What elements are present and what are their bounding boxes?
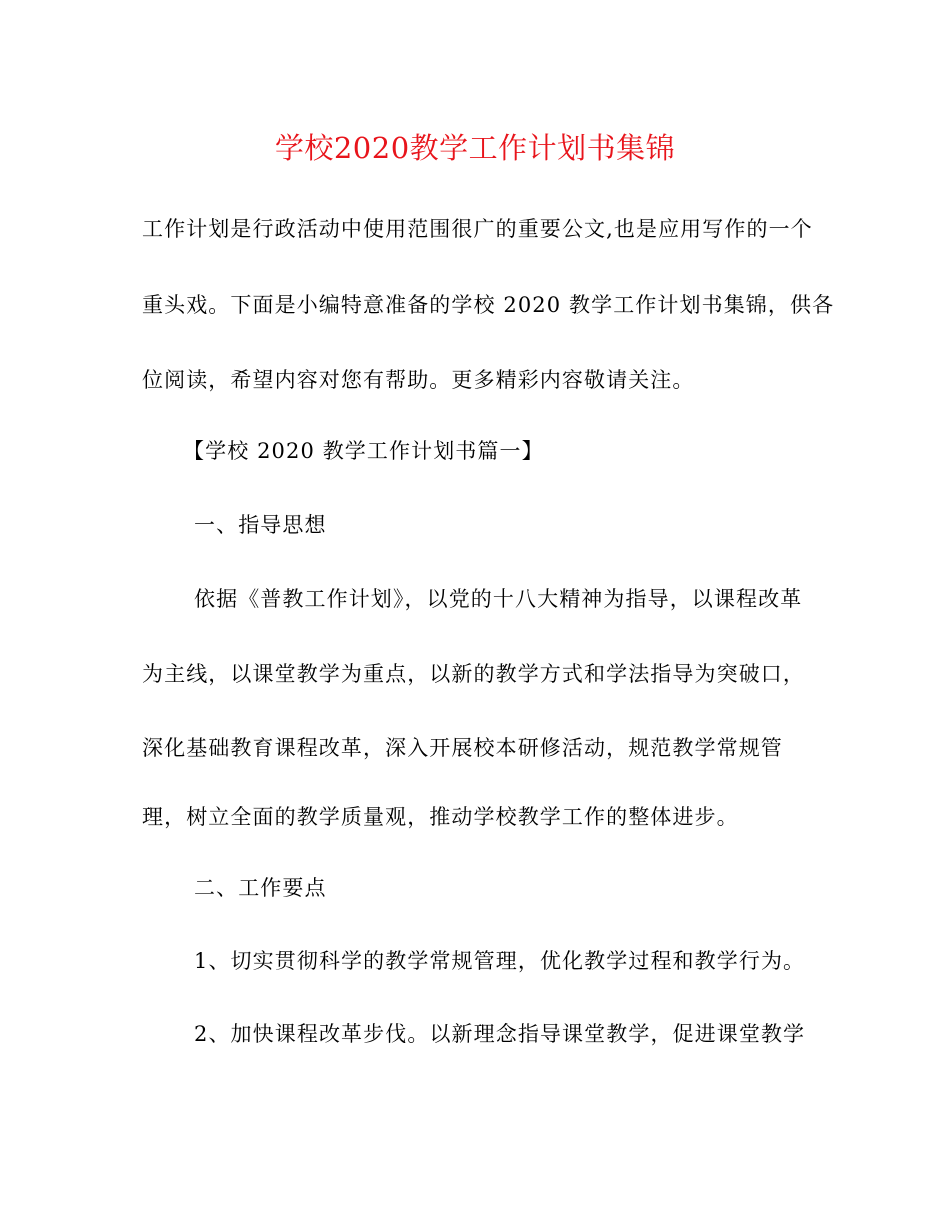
part1-heading: 一、指导思想 [194, 513, 327, 537]
part1-paragraph-line-1: 依据《普教工作计划》，以党的十八大精神为指导，以课程改革 [194, 587, 803, 611]
section-heading: 【学校 2020 教学工作计划书篇一】 [183, 439, 544, 463]
part1-paragraph-line-2: 为主线，以课堂教学为重点，以新的教学方式和学法指导为突破口， [142, 662, 805, 686]
intro-line-3: 位阅读，希望内容对您有帮助。更多精彩内容敬请关注。 [142, 368, 695, 392]
intro-line-2: 重头戏。下面是小编特意准备的学校 2020 教学工作计划书集锦，供各 [142, 293, 835, 317]
part1-paragraph-line-3: 深化基础教育课程改革，深入开展校本研修活动，规范教学常规管 [142, 736, 783, 760]
part1-paragraph-line-4: 理，树立全面的教学质量观，推动学校教学工作的整体进步。 [142, 805, 739, 829]
part2-item-1: 1、切实贯彻科学的教学常规管理，优化教学过程和教学行为。 [194, 949, 806, 973]
intro-line-1: 工作计划是行政活动中使用范围很广的重要公文,也是应用写作的一个 [142, 217, 813, 241]
part2-heading: 二、工作要点 [194, 876, 327, 900]
document-title: 学校2020教学工作计划书集锦 [274, 131, 676, 165]
part2-item-2: 2、加快课程改革步伐。以新理念指导课堂教学，促进课堂教学 [194, 1022, 806, 1046]
